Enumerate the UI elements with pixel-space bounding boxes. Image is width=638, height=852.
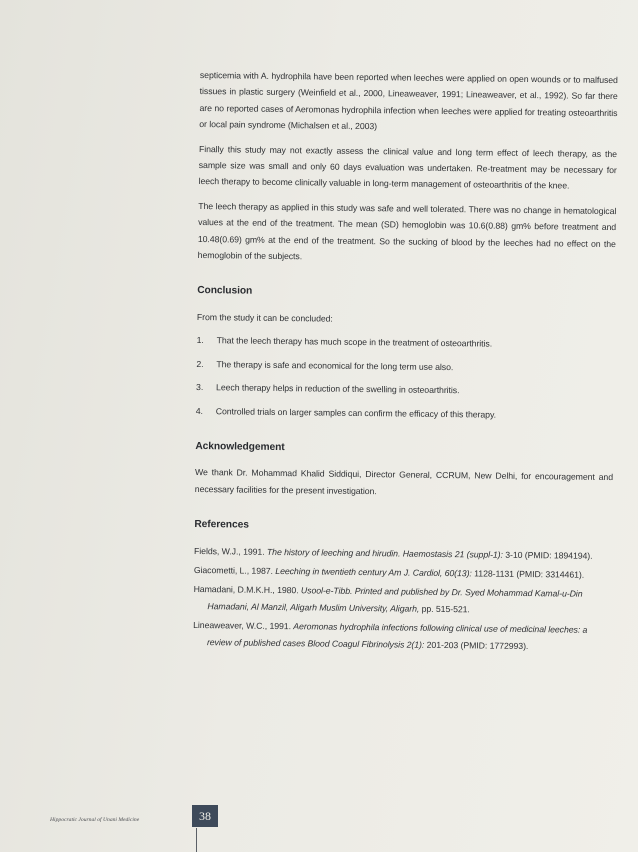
- reference-pages: 201-203 (PMID: 1772993).: [424, 639, 529, 651]
- item-text: The therapy is safe and economical for the long term use also.: [216, 358, 454, 372]
- item-text: That the leech therapy has much scope in the treatment of osteoarthritis.: [216, 335, 493, 349]
- item-text: Controlled trials on larger samples can confirm the efficacy of this therapy.: [215, 405, 497, 420]
- conclusion-item: [197, 332, 615, 354]
- reference-authors: Fields, W.J., 1991.: [194, 545, 268, 557]
- reference-title: Usool-e-Tibb. Printed and published by Dr. Syed Mohammad Kamal-u-Din Hamadani, Al Manzil, Aligarh Muslim University, Aligarh,: [207, 585, 583, 614]
- reference-entry: [194, 562, 612, 584]
- reference-pages: 1128-1131 (PMID: 3314461).: [471, 568, 585, 580]
- reference-pages: 3-10 (PMID: 1894194).: [502, 549, 593, 561]
- journal-footer: Hippocratic Journal of Unani Medicine: [50, 817, 140, 823]
- acknowledgement-text: We thank Dr. Mohammad Khalid Siddiqui, Director General, CCRUM, New Delhi, for encouragement and necessary facilities for the present investigation.: [194, 467, 614, 496]
- conclusion-item: [196, 379, 614, 401]
- acknowledgement-heading: Acknowledgement: [195, 440, 285, 453]
- reference-title: The history of leeching and hirudin. Haemostasis 21 (suppl-1):: [266, 546, 503, 560]
- reference-authors: Giacometti, L., 1987.: [193, 564, 276, 576]
- reference-entry: [193, 617, 611, 655]
- body-paragraph-1: septicemia with A. hydrophila have been reported when leeches were applied on open wounds or to malfused tissues in plastic surgery (Weinfield et al., 2000, Lineaweaver, 1991; Lineaweaver, et al., 1992). So far there are no reported cases of Aeromonas hydrophila infection when leeches were applied for treating osteoarthritis or local pain syndrome (Michalsen et al., 2003): [199, 69, 618, 132]
- item-text: Leech therapy helps in reduction of the swelling in osteoarthritis.: [216, 382, 460, 396]
- conclusion-list: [196, 332, 615, 424]
- body-paragraph-2: Finally this study may not exactly assess the clinical value and long term effect of leech therapy, as the sample size was small and only 60 days evaluation was undertaken. Re-treatment may be necessary for leech therapy to become clinically valuable in long-term management of osteoarthritis of the knee.: [198, 143, 618, 191]
- conclusion-item: [196, 402, 614, 424]
- item-number: 2.: [196, 358, 204, 369]
- reference-authors: Hamadani, D.M.K.H., 1980.: [193, 584, 302, 596]
- text-column: [193, 67, 618, 658]
- reference-authors: Lineaweaver, W.C., 1991.: [193, 620, 294, 632]
- reference-title: Leeching in twentieth century Am J. Cardiol, 60(13):: [275, 565, 472, 579]
- conclusion-lead: From the study it can be concluded:: [196, 311, 333, 324]
- references-heading: References: [194, 519, 249, 531]
- item-number: 3.: [196, 382, 204, 393]
- references-list: [193, 542, 612, 655]
- reference-title: Aeromonas hydrophila infections following clinical use of medicinal leeches: a review of published cases Blood Coagul Fibrinolysis 2(1):: [206, 621, 588, 650]
- reference-entry: [193, 581, 611, 619]
- reference-entry: [194, 542, 612, 564]
- conclusion-heading: Conclusion: [197, 285, 253, 298]
- conclusion-item: [196, 356, 614, 378]
- reference-pages: pp. 515-521.: [419, 603, 470, 615]
- page-number: 38: [192, 805, 218, 827]
- item-number: 4.: [195, 405, 204, 416]
- body-paragraph-3: The leech therapy as applied in this study was safe and well tolerated. There was no change in hematological values at the end of the treatment. The mean (SD) hemoglobin was 10.6(0.88) gm% before treatment and 10.48(0.69) gm% at the end of the treatment. So the sucking of blood by the leeches had no effect on the hemoglobin of the subjects.: [197, 200, 617, 262]
- item-number: 1.: [196, 335, 204, 346]
- footer-divider: [196, 828, 197, 852]
